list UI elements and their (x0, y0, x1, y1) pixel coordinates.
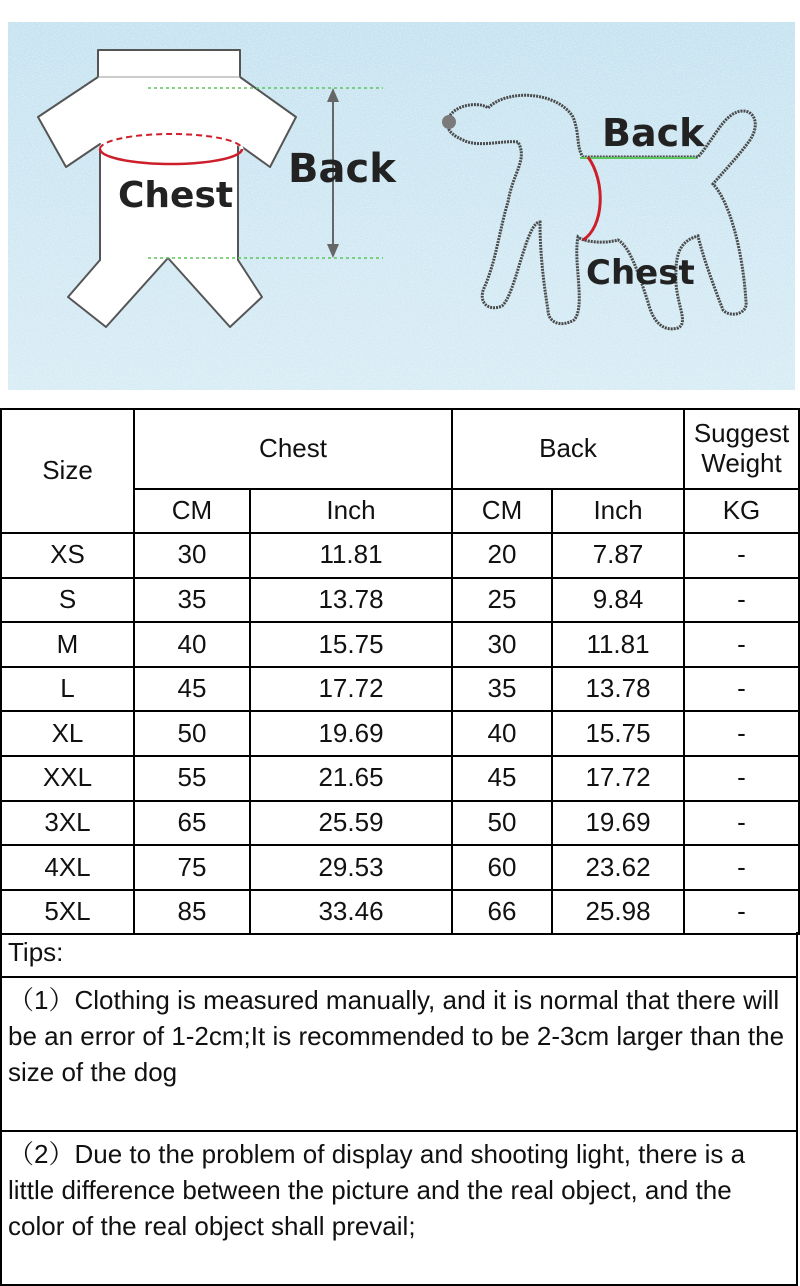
table-row (1, 711, 799, 756)
cell-back-inch: 19.69 (552, 801, 684, 846)
cell-back-cm: 35 (452, 667, 552, 712)
cell-chest-cm: 35 (134, 578, 250, 623)
cell-chest-inch: 19.69 (250, 711, 452, 756)
cell-chest-inch: 15.75 (250, 622, 452, 667)
cell-back-inch: 17.72 (552, 756, 684, 801)
cell-back-cm: 40 (452, 711, 552, 756)
table-row (1, 533, 799, 578)
cell-chest-cm: 50 (134, 711, 250, 756)
cell-back-inch: 23.62 (552, 845, 684, 890)
dog-chest-label: Chest (586, 253, 695, 293)
tips-section (0, 932, 798, 1286)
cell-back-inch: 7.87 (552, 533, 684, 578)
table-row (1, 578, 799, 623)
cell-weight: - (684, 578, 799, 623)
cell-chest-inch: 17.72 (250, 667, 452, 712)
cell-back-cm: 50 (452, 801, 552, 846)
cell-back-cm: 45 (452, 756, 552, 801)
table-row (1, 667, 799, 712)
cell-chest-cm: 65 (134, 801, 250, 846)
cell-weight: - (684, 667, 799, 712)
size-table (0, 408, 800, 935)
cell-size: 5XL (1, 890, 134, 935)
cell-chest-cm: 30 (134, 533, 250, 578)
unit-back-inch: Inch (552, 489, 684, 533)
table-row (1, 622, 799, 667)
cell-chest-inch: 11.81 (250, 533, 452, 578)
garment-back-label: Back (288, 146, 396, 192)
tip-item-1: （1）Clothing is measured manually, and it is normal that there will be an error of 1-2cm;It is recommended to be 2-3cm larger than the size of the dog (2, 978, 796, 1132)
cell-weight: - (684, 533, 799, 578)
cell-back-inch: 11.81 (552, 622, 684, 667)
unit-chest-cm: CM (134, 489, 250, 533)
table-row (1, 756, 799, 801)
cell-size: 3XL (1, 801, 134, 846)
tip-item-2: （2）Due to the problem of display and shooting light, there is a little difference between the picture and the real object, and the color of the real object shall prevail; (8, 1139, 746, 1241)
cell-chest-inch: 33.46 (250, 890, 452, 935)
cell-chest-cm: 45 (134, 667, 250, 712)
table-header-row (1, 409, 799, 489)
cell-size: XS (1, 533, 134, 578)
cell-weight: - (684, 622, 799, 667)
cell-size: XXL (1, 756, 134, 801)
header-chest: Chest (134, 409, 452, 489)
cell-size: L (1, 667, 134, 712)
table-row (1, 845, 799, 890)
cell-weight: - (684, 801, 799, 846)
cell-back-inch: 13.78 (552, 667, 684, 712)
garment-chest-label: Chest (118, 175, 234, 216)
table-row (1, 890, 799, 935)
cell-weight: - (684, 711, 799, 756)
cell-size: S (1, 578, 134, 623)
dog-back-label: Back (602, 111, 705, 155)
cell-back-inch: 9.84 (552, 578, 684, 623)
unit-chest-inch: Inch (250, 489, 452, 533)
cell-weight: - (684, 756, 799, 801)
unit-back-cm: CM (452, 489, 552, 533)
measurement-illustration (8, 22, 795, 390)
cell-back-cm: 20 (452, 533, 552, 578)
cell-size: XL (1, 711, 134, 756)
cell-size: M (1, 622, 134, 667)
cell-chest-cm: 75 (134, 845, 250, 890)
cell-back-inch: 25.98 (552, 890, 684, 935)
cell-weight: - (684, 845, 799, 890)
dog-nose (442, 115, 456, 129)
header-back: Back (452, 409, 684, 489)
table-row (1, 801, 799, 846)
cell-chest-inch: 13.78 (250, 578, 452, 623)
cell-back-cm: 66 (452, 890, 552, 935)
cell-back-inch: 15.75 (552, 711, 684, 756)
cell-chest-cm: 85 (134, 890, 250, 935)
cell-chest-inch: 29.53 (250, 845, 452, 890)
cell-back-cm: 25 (452, 578, 552, 623)
cell-chest-inch: 21.65 (250, 756, 452, 801)
cell-chest-inch: 25.59 (250, 801, 452, 846)
header-suggest-weight: Suggest Weight (684, 409, 799, 489)
cell-back-cm: 60 (452, 845, 552, 890)
cell-back-cm: 30 (452, 622, 552, 667)
cell-chest-cm: 40 (134, 622, 250, 667)
unit-weight-kg: KG (684, 489, 799, 533)
tips-title: Tips: (2, 932, 796, 978)
cell-weight: - (684, 890, 799, 935)
cell-chest-cm: 55 (134, 756, 250, 801)
header-size: Size (1, 409, 134, 533)
cell-size: 4XL (1, 845, 134, 890)
